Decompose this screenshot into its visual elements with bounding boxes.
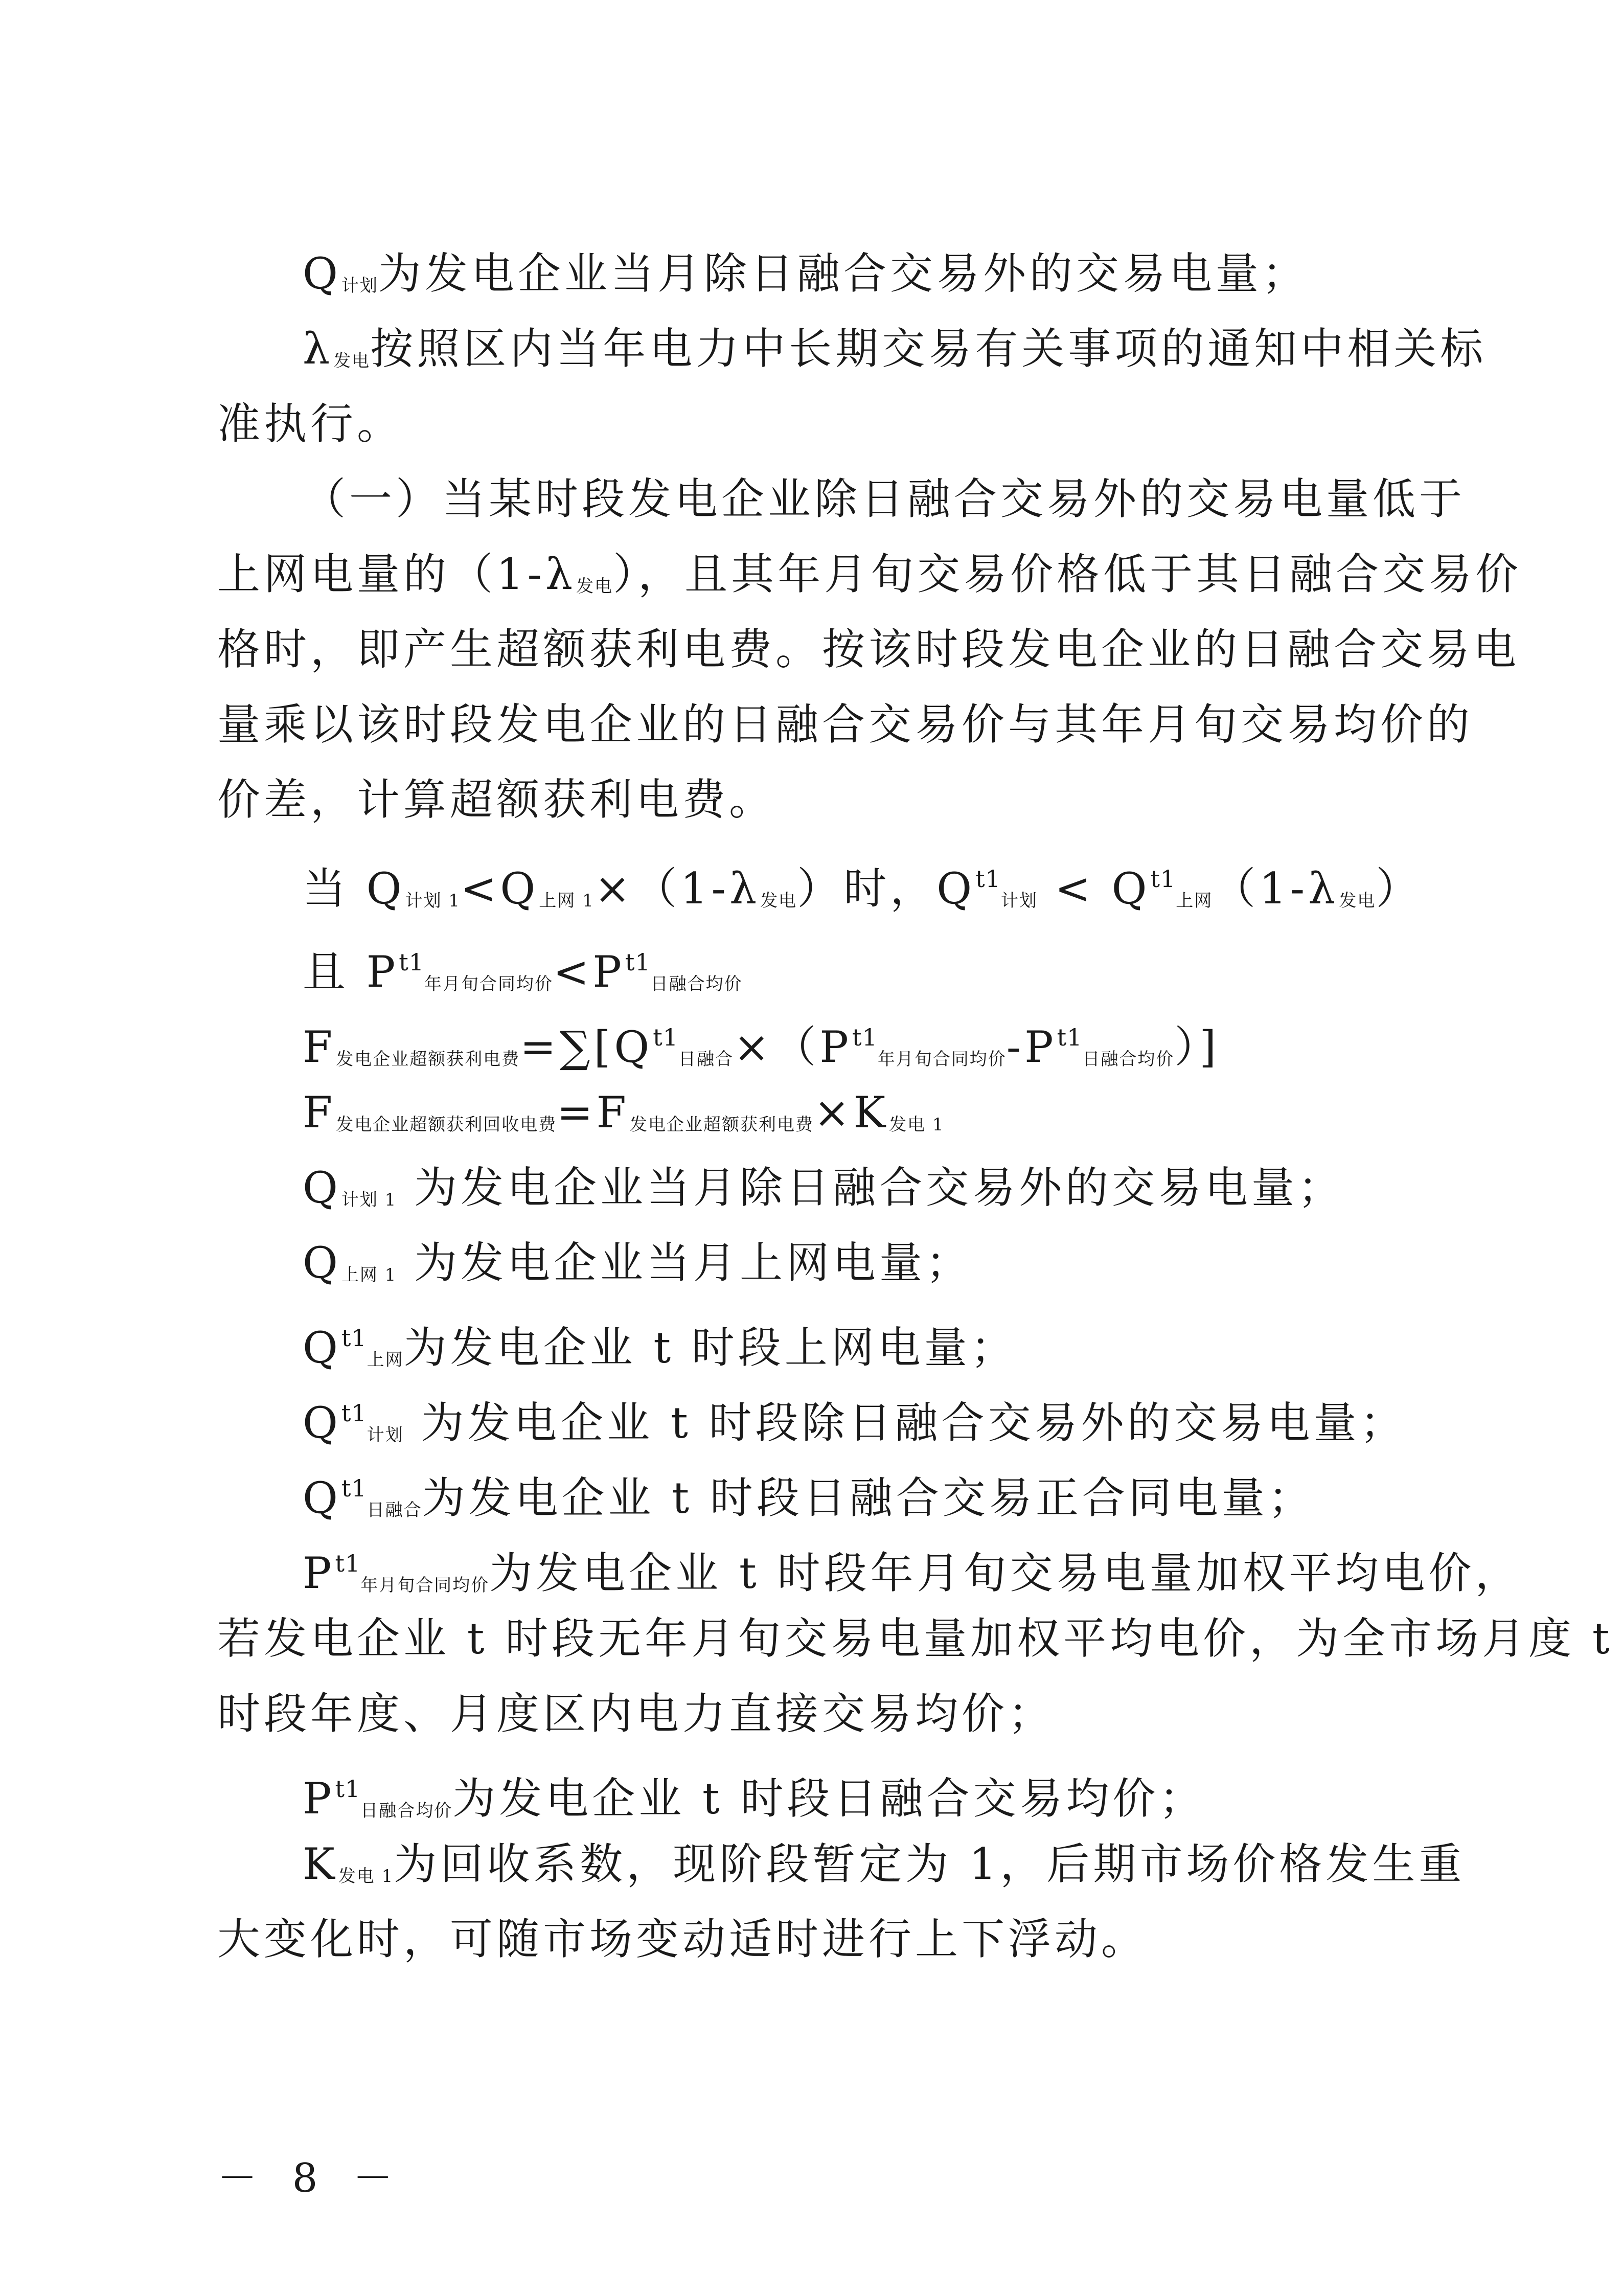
subscript: 上网 [1176,891,1213,911]
subscript: 计划 [367,1425,404,1445]
line-text: Q [303,1238,341,1288]
superscript: t1 [341,1474,367,1502]
subscript: 发电 [760,891,797,911]
page-number: － 8 － [217,2155,404,2201]
line-text: （1-λ [1213,863,1339,914]
line-text: 为回收系数，现阶段暂定为 1，后期市场价格发生重 [394,1839,1466,1889]
line-text: 当 Q [303,863,405,914]
subscript: 发电企业超额获利电费 [629,1115,814,1135]
superscript: t1 [653,1024,679,1051]
text-line [303,248,1309,311]
line-text: ）] [1174,1022,1220,1072]
subscript: 日融合均价 [650,974,743,994]
line-text: 且 P [303,947,399,997]
line-text: ） [1376,863,1423,914]
text-line [217,1914,1148,1965]
line-text: 为发电企业当月除日融合交易外的交易电量； [397,1163,1345,1213]
subscript: 年月旬合同均价 [877,1049,1007,1070]
formula-line [303,937,743,1010]
text-line [217,549,1522,612]
formula-line [303,1087,945,1150]
line-text: ）时，Q [797,863,976,914]
line-text: 为发电企业 t 时段年月旬交易电量加权平均电价， [489,1548,1522,1598]
subscript: 上网 1 [539,891,595,911]
text-line [217,699,1473,750]
subscript: 上网 [367,1350,404,1370]
line-text: Q [303,1163,341,1213]
line-text: 准执行。 [217,399,404,449]
line-text: 按照区内当年电力中长期交易有关事项的通知中相关标 [370,324,1487,374]
line-text: Q [303,248,341,299]
superscript: t1 [1057,1024,1083,1051]
line-text: 为发电企业 t 时段日融合交易均价； [452,1774,1206,1824]
subscript: 发电 1 [889,1115,945,1135]
subscript: 日融合 [367,1500,422,1520]
superscript: t1 [335,1550,361,1577]
line-text: -P [1006,1022,1057,1072]
superscript: t1 [399,948,424,976]
text-line [217,1613,1613,1664]
line-text: Q [303,1473,341,1523]
line-text: ×（1-λ [594,863,761,914]
definition-line [303,1538,1521,1611]
subscript: 日融合均价 [1082,1049,1175,1070]
subscript: 发电 [576,576,613,597]
subscript: 计划 1 [405,891,461,911]
subscript: 日融合 [678,1049,734,1070]
line-text: 格时，即产生超额获利电费。按该时段发电企业的日融合交易电 [217,624,1520,674]
line-text: 大变化时，可随市场变动适时进行上下浮动。 [217,1914,1148,1964]
text-line [217,398,403,449]
superscript: t1 [341,1324,367,1352]
text-line [303,323,1487,387]
line-text: 为发电企业 t 时段上网电量； [403,1323,1017,1373]
subscript: 计划 [1000,891,1038,911]
text-line [303,473,1466,525]
line-text: K [303,1839,338,1889]
line-text: =∑[Q [520,1022,653,1072]
line-text: 为发电企业 t 时段日融合交易正合同电量； [422,1473,1315,1523]
subscript: 计划 [341,276,378,296]
line-text: P [303,1548,335,1598]
line-text: 为发电企业 t 时段除日融合交易外的交易电量； [403,1398,1407,1448]
subscript: 发电企业超额获利电费 [336,1049,520,1070]
subscript: 发电 [1339,891,1376,911]
subscript: 日融合均价 [360,1801,453,1821]
subscript: 计划 1 [341,1190,397,1210]
definition-line [303,1838,1465,1902]
superscript: t1 [975,865,1001,893]
definition-line [303,1162,1344,1225]
subscript: 上网 1 [341,1265,397,1285]
definition-line [303,1388,1407,1461]
line-text: P [303,1774,335,1824]
line-text: Q [303,1323,341,1373]
superscript: t1 [625,948,651,976]
formula-line [303,1012,1220,1085]
superscript: t1 [852,1024,878,1051]
line-text: F [303,1087,336,1138]
definition-line [303,1237,972,1301]
subscript: 发电 [333,351,371,371]
line-text: F [303,1022,336,1072]
line-text: <P [553,947,625,997]
subscript: 年月旬合同均价 [360,1575,490,1596]
line-text: < Q [1037,863,1151,914]
line-text: ×（P [734,1022,852,1072]
line-text: 为发电企业当月除日融合交易外的交易电量； [378,248,1309,299]
line-text: 上网电量的（1-λ [217,549,577,599]
subscript: 年月旬合同均价 [424,974,553,994]
line-text: 量乘以该时段发电企业的日融合交易价与其年月旬交易均价的 [217,699,1474,749]
line-text: 价差，计算超额获利电费。 [217,775,776,825]
text-line [217,774,775,825]
formula-line [303,853,1422,926]
superscript: t1 [341,1399,367,1427]
definition-line [303,1763,1205,1836]
subscript: 发电企业超额获利回收电费 [336,1115,557,1135]
line-text: =F [557,1087,630,1138]
superscript: t1 [335,1775,361,1803]
line-text: （一）当某时段发电企业除日融合交易外的交易电量低于 [303,474,1466,524]
subscript: 发电 1 [338,1866,394,1886]
line-text: Q [303,1398,341,1448]
definition-line [303,1312,1017,1385]
definition-line [303,1463,1315,1536]
text-line [217,624,1520,675]
line-text: λ [303,324,334,374]
superscript: t1 [1150,865,1176,893]
line-text: 时段年度、月度区内电力直接交易均价； [217,1689,1055,1739]
line-text: 为发电企业当月上网电量； [397,1238,973,1288]
line-text: ），且其年月旬交易价格低于其日融合交易价 [613,549,1522,599]
line-text: ×K [813,1087,889,1138]
line-text: 若发电企业 t 时段无年月旬交易电量加权平均电价，为全市场月度 t [217,1613,1613,1664]
line-text: <Q [461,863,539,914]
text-line [217,1688,1055,1739]
